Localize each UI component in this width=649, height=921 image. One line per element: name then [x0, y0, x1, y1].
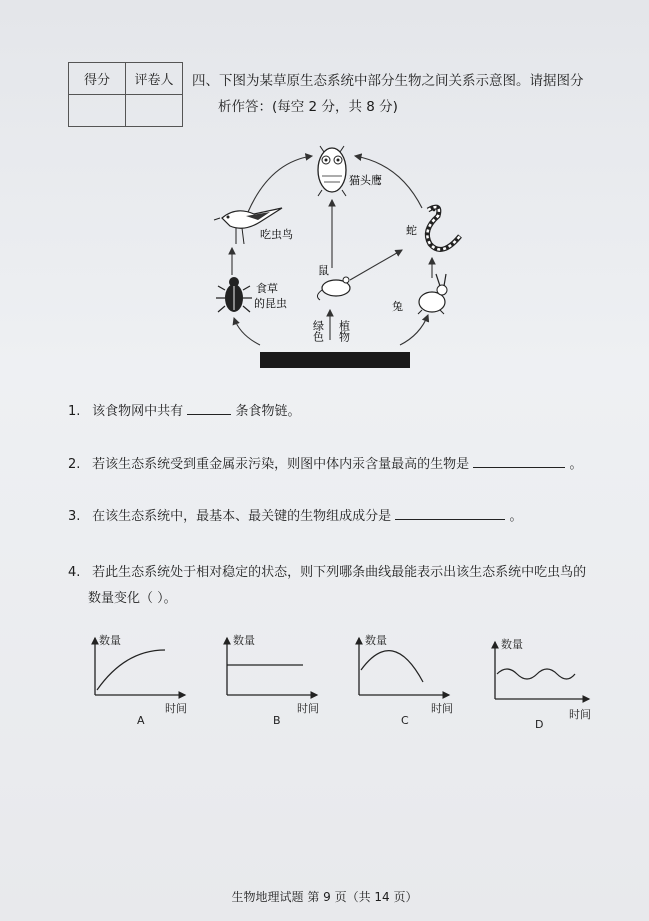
- label-insect-line1: 食草: [256, 282, 278, 295]
- graph-a-option: A: [137, 714, 145, 727]
- score-table: [68, 62, 183, 127]
- grader-header: 评卷人: [126, 63, 183, 95]
- section-title-line2: 析作答：(每空 2 分，共 8 分): [218, 99, 398, 115]
- graph-d-x-label: 时间: [569, 708, 591, 721]
- graph-c[interactable]: [359, 633, 453, 727]
- graph-c-y-label: 数量: [365, 634, 387, 647]
- insect-icon: [216, 277, 252, 312]
- label-rabbit: 兔: [392, 300, 403, 313]
- question-4-number: 4.: [68, 565, 81, 580]
- question-3-number: 3.: [68, 509, 81, 524]
- question-2: [68, 453, 582, 472]
- arrow-mouse-to-snake: [350, 250, 402, 280]
- arrow-bird-to-owl: [248, 156, 312, 212]
- graph-d-option: D: [535, 718, 544, 731]
- arrow-plant-to-rabbit: [400, 315, 428, 345]
- question-1-text-before: 该食物网中共有: [92, 404, 184, 419]
- graph-a-y-label: 数量: [99, 634, 121, 647]
- question-4-line1: 若此生态系统处于相对稳定的状态，则下列哪条曲线最能表示出该生态系统中吃虫鸟的: [92, 565, 587, 580]
- label-plant: [312, 319, 351, 342]
- question-3: [68, 505, 522, 524]
- label-snake: 蛇: [406, 224, 417, 237]
- label-plant-col2: 植物: [337, 320, 351, 342]
- question-2-text-before: 若该生态系统受到重金属汞污染，则图中体内汞含量最高的生物是: [92, 457, 470, 472]
- question-2-number: 2.: [68, 457, 81, 472]
- grader-cell[interactable]: [126, 95, 183, 127]
- graph-b[interactable]: [227, 633, 319, 727]
- question-4-line2[interactable]: 数量变化（ ）。: [88, 591, 177, 606]
- arrow-plant-to-insect: [234, 318, 260, 345]
- graph-a[interactable]: [95, 633, 187, 727]
- owl-icon: [318, 146, 346, 196]
- graph-c-option: C: [401, 714, 409, 727]
- question-4: [68, 560, 586, 612]
- graph-b-x-label: 时间: [297, 702, 319, 715]
- graph-b-option: B: [273, 714, 281, 727]
- label-insect-line2: 的昆虫: [254, 297, 287, 310]
- question-1-number: 1.: [68, 404, 81, 419]
- grass-icon: [260, 352, 410, 368]
- question-3-blank[interactable]: [395, 505, 505, 520]
- graph-d-y-label: 数量: [501, 638, 523, 651]
- label-plant-col1: 绿色: [311, 320, 325, 342]
- question-1-blank[interactable]: [187, 400, 231, 415]
- section-title-line1: 四、下图为某草原生态系统中部分生物之间关系示意图。请据图分: [192, 73, 584, 89]
- label-bird: 吃虫鸟: [260, 228, 293, 241]
- question-2-text-after: 。: [569, 457, 583, 472]
- graph-a-x-label: 时间: [165, 702, 187, 715]
- mouse-icon: [317, 277, 350, 300]
- page-footer: 生物地理试题 第 9 页（共 14 页）: [231, 890, 418, 904]
- score-cell[interactable]: [69, 95, 126, 127]
- question-2-blank[interactable]: [473, 453, 565, 468]
- graph-b-y-label: 数量: [233, 634, 255, 647]
- graph-d[interactable]: [495, 637, 591, 731]
- question-1: [68, 400, 300, 419]
- option-graphs: [85, 630, 605, 740]
- snake-icon: [427, 207, 460, 249]
- food-web-diagram: [210, 140, 470, 380]
- question-3-text-before: 在该生态系统中，最基本、最关键的生物组成成分是: [92, 509, 392, 524]
- question-1-text-after: 条食物链。: [235, 404, 301, 419]
- section-title: [192, 68, 622, 120]
- label-mouse: 鼠: [318, 264, 329, 277]
- label-owl: 猫头鹰: [349, 174, 382, 187]
- question-3-text-after: 。: [509, 509, 523, 524]
- score-header: 得分: [69, 63, 126, 95]
- graph-c-x-label: 时间: [431, 702, 453, 715]
- rabbit-icon: [418, 274, 447, 314]
